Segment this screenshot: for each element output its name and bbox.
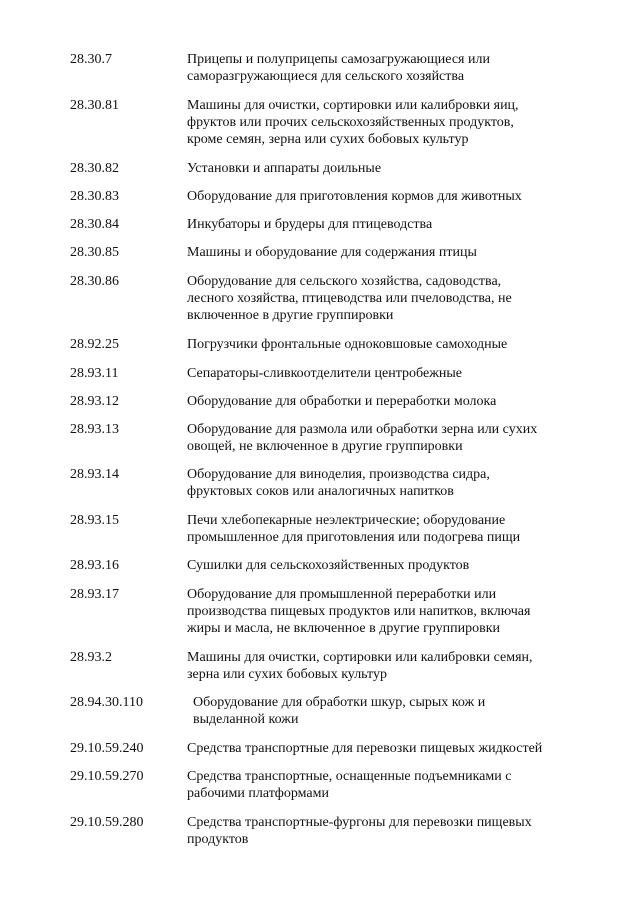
description-line: Машины для очистки, сортировки или калибровки семян, xyxy=(187,650,533,665)
row-description xyxy=(187,421,582,455)
description-line: Средства транспортные для перевозки пищевых жидкостей xyxy=(187,741,543,756)
okpd-code: 28.93.15 xyxy=(70,513,119,528)
row-description xyxy=(187,393,582,410)
row-description xyxy=(187,586,582,637)
okpd-code: 28.92.25 xyxy=(70,337,119,352)
okpd-code: 28.93.11 xyxy=(70,366,119,381)
okpd-code: 28.93.13 xyxy=(70,422,119,437)
description-line: Машины для очистки, сортировки или калибровки яиц, xyxy=(187,98,519,113)
description-line: кроме семян, зерна или сухих бобовых культур xyxy=(187,132,469,147)
description-line: Оборудование для размола или обработки зерна или сухих xyxy=(187,422,538,437)
description-line: Средства транспортные-фургоны для перевозки пищевых xyxy=(187,815,532,830)
row-description xyxy=(187,160,582,177)
row-description xyxy=(193,694,588,728)
okpd-code: 28.30.82 xyxy=(70,161,119,176)
description-line: Прицепы и полуприцепы самозагружающиеся или xyxy=(187,52,490,67)
description-line: Оборудование для промышленной переработки или xyxy=(187,587,497,602)
row-description xyxy=(187,466,582,500)
okpd-code: 28.30.83 xyxy=(70,189,119,204)
description-line: выделанной кожи xyxy=(193,712,299,727)
description-line: жиры и масла, не включенное в другие группировки xyxy=(187,621,501,636)
description-line: Оборудование для приготовления кормов для животных xyxy=(187,189,522,204)
description-line: Инкубаторы и брудеры для птицеводства xyxy=(187,217,433,232)
row-description xyxy=(187,51,582,85)
description-line: промышленное для приготовления или подогрева пищи xyxy=(187,530,521,545)
okpd-code: 29.10.59.280 xyxy=(70,815,144,830)
okpd-code: 29.10.59.240 xyxy=(70,741,144,756)
row-description xyxy=(187,365,582,382)
row-description xyxy=(187,740,582,757)
okpd-code: 28.93.14 xyxy=(70,467,119,482)
row-description xyxy=(187,336,582,353)
okpd-code: 29.10.59.270 xyxy=(70,769,144,784)
description-line: Средства транспортные, оснащенные подъемниками с xyxy=(187,769,512,784)
description-line: фруктов или прочих сельскохозяйственных продуктов, xyxy=(187,115,514,130)
description-line: овощей, не включенное в другие группировки xyxy=(187,439,463,454)
description-line: Сушилки для сельскохозяйственных продуктов xyxy=(187,558,470,573)
okpd-code: 28.30.7 xyxy=(70,52,112,67)
description-line: рабочими платформами xyxy=(187,786,329,801)
row-description xyxy=(187,557,582,574)
row-description xyxy=(187,216,582,233)
description-line: саморазгружающиеся для сельского хозяйства xyxy=(187,69,465,84)
description-line: Печи хлебопекарные неэлектрические; оборудование xyxy=(187,513,506,528)
okpd-code: 28.93.12 xyxy=(70,394,119,409)
description-line: Оборудование для виноделия, производства сидра, xyxy=(187,467,490,482)
row-description xyxy=(187,814,582,848)
okpd-code: 28.94.30.110 xyxy=(70,695,143,710)
description-line: продуктов xyxy=(187,832,249,847)
description-line: Установки и аппараты доильные xyxy=(187,161,382,176)
okpd-code: 28.93.17 xyxy=(70,587,119,602)
description-line: зерна или сухих бобовых культур xyxy=(187,667,387,682)
okpd-code: 28.93.16 xyxy=(70,558,119,573)
okpd-code: 28.30.85 xyxy=(70,245,119,260)
description-line: лесного хозяйства, птицеводства или пчеловодства, не xyxy=(187,291,512,306)
row-description xyxy=(187,512,582,546)
description-line: Машины и оборудование для содержания птицы xyxy=(187,245,477,260)
row-description xyxy=(187,768,582,802)
description-line: Оборудование для обработки и переработки молока xyxy=(187,394,497,409)
description-line: фруктовых соков или аналогичных напитков xyxy=(187,484,454,499)
okpd-code: 28.30.84 xyxy=(70,217,119,232)
description-line: производства пищевых продуктов или напитков, включая xyxy=(187,604,531,619)
description-line: включенное в другие группировки xyxy=(187,308,394,323)
description-line: Сепараторы-сливкоотделители центробежные xyxy=(187,366,462,381)
row-description xyxy=(187,273,582,324)
row-description xyxy=(187,188,582,205)
description-line: Погрузчики фронтальные одноковшовые самоходные xyxy=(187,337,508,352)
row-description xyxy=(187,97,582,148)
description-line: Оборудование для обработки шкур, сырых кож и xyxy=(193,695,486,710)
description-line: Оборудование для сельского хозяйства, садоводства, xyxy=(187,274,502,289)
okpd-code: 28.30.86 xyxy=(70,274,119,289)
okpd-code: 28.93.2 xyxy=(70,650,112,665)
row-description xyxy=(187,649,582,683)
okpd-code: 28.30.81 xyxy=(70,98,119,113)
row-description xyxy=(187,244,582,261)
